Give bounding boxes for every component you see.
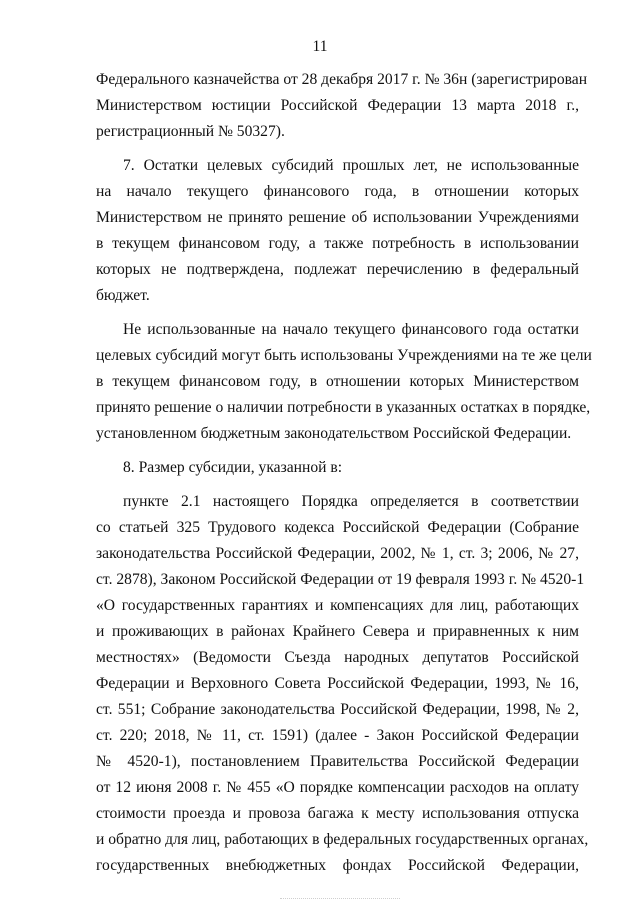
text-line: и обратно для лиц, работающих в федеральных государственных органах, — [96, 831, 589, 848]
paragraph-gap — [96, 447, 579, 455]
text-line: регистрационный № 50327). — [96, 123, 285, 140]
text-line: целевых субсидий могут быть использованы Учреждениями на те же цели — [96, 347, 592, 364]
text-line: в текущем финансовом году, а также потребность в использовании — [96, 235, 579, 252]
text-line: 7. Остатки целевых субсидий прошлых лет, не использованные — [123, 157, 579, 174]
text-line: на начало текущего финансового года, в отношении которых — [96, 183, 579, 200]
paragraph-gap — [96, 145, 579, 153]
text-line: законодательства Российской Федерации, 2002, № 1, ст. 3; 2006, № 27, — [96, 545, 579, 562]
page-number: 11 — [312, 38, 328, 55]
text-line: Федерации и Верховного Совета Российской Федерации, 1993, № 16, — [96, 675, 579, 692]
text-line: бюджет. — [96, 287, 150, 304]
text-line: в текущем финансовом году, в отношении которых Министерством — [96, 373, 579, 390]
scan-artifact — [280, 898, 400, 901]
document-body — [96, 67, 592, 879]
text-line: пункте 2.1 настоящего Порядка определяется в соответствии — [123, 493, 579, 510]
text-line: которых не подтверждена, подлежат перечислению в федеральный — [96, 261, 579, 278]
text-line: ст. 551; Собрание законодательства Российской Федерации, 1998, № 2, — [96, 701, 579, 718]
text-line: стоимости проезда и провоза багажа к месту использования отпуска — [96, 805, 579, 822]
text-line: ст. 220; 2018, № 11, ст. 1591) (далее - Закон Российской Федерации — [96, 727, 579, 744]
text-line: ст. 2878), Законом Российской Федерации от 19 февраля 1993 г. № 4520-1 — [96, 571, 585, 588]
text-line: Министерством юстиции Российской Федерации 13 марта 2018 г., — [96, 97, 579, 114]
text-line: Министерством не принято решение об использовании Учреждениями — [96, 209, 579, 226]
text-line: № 4520-1), постановлением Правительства Российской Федерации — [96, 753, 579, 770]
text-line: 8. Размер субсидии, указанной в: — [123, 459, 343, 476]
paragraph-gap — [96, 481, 579, 489]
text-line: принято решение о наличии потребности в указанных остатках в порядке, — [96, 399, 591, 416]
text-line: со статьей 325 Трудового кодекса Российской Федерации (Собрание — [96, 519, 579, 536]
text-line: и проживающих в районах Крайнего Севера и приравненных к ним — [96, 623, 579, 640]
text-line: установленном бюджетным законодательством Российской Федерации. — [96, 425, 572, 442]
text-line: Федерального казначейства от 28 декабря 2017 г. № 36н (зарегистрирован — [96, 71, 588, 88]
text-line: «О государственных гарантиях и компенсациях для лиц, работающих — [96, 597, 579, 614]
paragraph-gap — [96, 309, 579, 317]
text-line: государственных внебюджетных фондах Российской Федерации, — [96, 857, 579, 874]
text-line: Не использованные на начало текущего финансового года остатки — [123, 321, 579, 338]
text-line: от 12 июня 2008 г. № 455 «О порядке компенсации расходов на оплату — [96, 779, 579, 796]
text-line: местностях» (Ведомости Съезда народных депутатов Российской — [96, 649, 579, 666]
